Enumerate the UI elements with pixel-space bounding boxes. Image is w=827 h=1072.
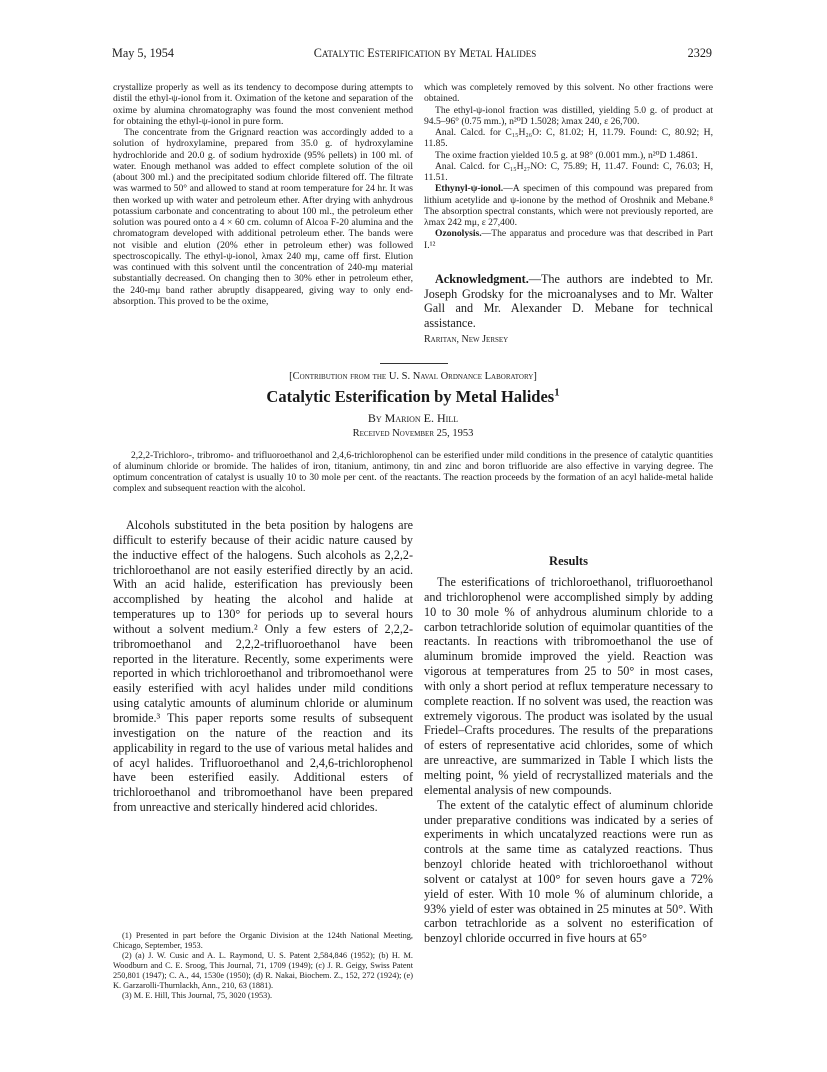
prev-right-p5: Anal. Calcd. for C₁₅H₂₇NO: C, 75.89; H, 11.47. Found: C, 76.03; H, 11.51. [424,160,713,183]
running-title: Catalytic Esterification by Metal Halides [313,46,537,60]
separator-rule [380,363,448,364]
intro-paragraph: Alcohols substituted in the beta position by halogens are difficult to esterify because of their acidic nature caused by the inductive effect of the halogens. Such alcohols as 2,2,2-trichloroethanol are not easily esterified directly by an acid. With an acid halide, esterification has previously been accomplished by heating the alcohol and halide at temperatures up to 130° for periods up to several hours without a solvent medium.² Only a few esters of 2,2,2-tribromoethanol and 2,2,2-trifluoroethanol have been reported in the literature. Recently, some experiments were reported in which trichloroethanol and tribromoethanol were easily esterified with acyl halides under mild conditions using catalytic amounts of aluminum chloride or aluminum bromide.³ This paper reports some results of subsequent investigation on the nature of the reaction and its applicability in regard to the use of various metal halides and of acyl halides. Trifluoroethanol and 2,4,6-trichlorophenol have been esterified easily. Additional esters of trichloroethanol and tribromoethanol have been prepared from unreactive and sterically hindered acid chlorides. [113,518,413,815]
prev-article-right-column [424,82,713,251]
ozonolysis-text: —The apparatus and procedure was that described in Part I.¹² [424,228,713,251]
footnote-1: (1) Presented in part before the Organic Division at the 124th National Meeting, Chicago, September, 1953. [113,931,413,950]
acknowledgment [424,272,713,330]
abstract: 2,2,2-Trichloro-, tribromo- and trifluoroethanol and 2,4,6-trichlorophenol can be esterified under mild conditions in the presence of catalytic quantities of aluminum chloride or bromide. The halides of iron, titanium, antimony, tin and zinc and boron trifluoride are also effective in varying degree. The optimum concentration of catalyst is usually 10 to 30 mole per cent. of the reactants. The reaction proceeds by the formation of an acyl halide-metal halide complex and subsequent reaction with the alcohol. [113,451,713,494]
prev-right-p1: which was completely removed by this solvent. No other fractions were obtained. [424,82,713,105]
article-title [113,387,713,407]
prev-left-paragraph-1: crystallize properly as well as its tendency to decompose during attempts to distil the ethyl-ψ-ionol from it. Oximation of the ketone and separation of the oxime by alumina chromatography was found the most convenient method for obtaining the ethyl-ψ-ionol in pure form. [113,82,413,127]
results-paragraph-1: The esterifications of trichloroethanol, trifluoroethanol and trichlorophenol were accomplished simply by adding 10 to 30 mole % of anhydrous aluminum chloride to a carbon tetrachloride solution of equimolar quantities of the reactants. In reactions with tribromoethanol the use of aluminum bromide improved the yield. Reaction was vigorous at temperatures from 25 to 50° in most cases, with only a short period at reflux temperature necessary to complete reaction. If no solvent was used, the reaction was extremely vigorous. The product was isolated by the usual Friedel–Crafts procedures. The results of the preparations of esters of representative acid chlorides, some of which are unreactive, are summarized in Table I which lists the melting point, % yield of recrystallized materials and the elemental analysis of new compounds. [424,575,713,797]
footnotes [113,931,413,1001]
contribution-line: [Contribution from the U. S. Naval Ordnance Laboratory] [289,371,537,382]
ack-text: —The authors are indebted to Mr. Joseph Grodsky for the microanalyses and to Mr. Walter Gall and Mr. Alexander D. Mebane for technical assistance. [424,272,713,330]
ethynyl-heading: Ethynyl-ψ-ionol. [435,183,504,195]
introduction [113,518,413,815]
header-date: May 5, 1954 [112,46,174,60]
ack-heading: Acknowledgment. [435,272,529,286]
received-line: Received November 25, 1953 [352,428,474,439]
location: Raritan, New Jersey [424,334,509,345]
prev-article-left-column [113,82,413,307]
author-line: By Marion E. Hill [367,411,459,425]
ozonolysis-heading: Ozonolysis. [435,228,482,240]
analysis-1: Anal. Calcd. for C₁₅H₂₆O: C, 81.02; H, 11.79. Found: C, 80.92; H, 11.85. [424,127,713,150]
prev-right-p7 [424,228,713,251]
prev-right-p3 [424,127,713,150]
footnote-2: (2) (a) J. W. Cusic and A. L. Raymond, U. S. Patent 2,584,846 (1952); (b) H. M. Woodburn and C. E. Sroog, This Journal, 71, 1709 (1949); (c) J. R. Geigy, Swiss Patent 250,801 (1947); C. A., 44, 1530e (1950); (d) R. Nakai, Biochem. Z., 152, 272 (1924); (e) K. Garzarolli-Thurnlackh, Ann., 210, 63 (1881). [113,951,413,990]
results-heading: Results [549,554,588,568]
title-footnote-ref: 1 [554,386,560,399]
prev-right-p4: The oxime fraction yielded 10.5 g. at 98° (0.001 mm.), n²⁰D 1.4861. [435,149,698,161]
prev-right-p6 [424,183,713,228]
page-number: 2329 [687,46,712,60]
prev-right-p2: The ethyl-ψ-ionol fraction was distilled, yielding 5.0 g. of product at 94.5–96° (0.75 mm.), n²⁰D 1.5028; λmax 240, ε 26,700. [424,104,713,127]
article-title-text: Catalytic Esterification by Metal Halides [266,387,555,406]
footnote-3: (3) M. E. Hill, This Journal, 75, 3020 (1953). [122,991,273,1000]
results-section [424,575,713,946]
prev-left-paragraph-2: The concentrate from the Grignard reaction was accordingly added to a solution of hydroxylamine, prepared from 35.0 g. of hydroxylamine hydrochloride and 20.0 g. of sodium hydroxide (95% pellets) in 100 ml. of water. Enough methanol was added to effect complete solution of the oil (about 300 ml.) and the precipitated sodium chloride filtered off. The filtrate was warmed to 50° and allowed to stand at room temperature for 24 hr. It was then worked up with water and petroleum ether. After drying with anhydrous potassium carbonate and concentrating to about 100 ml., the petroleum ether solution was poured onto a 4 × 60 cm. column of Alcoa F-20 alumina and the chromatogram developed with additional petroleum ether. The bands were not visible and elution (20% ether in petroleum ether) was followed spectroscopically. The ethyl-ψ-ionol, λmax 240 mμ, came off first. Elution was continued with this solvent until the concentration of 240-mμ material substantially decreased. On changing then to 30% ether in petroleum ether, the 240-mμ band rather abruptly disappeared, giving way to only end-absorption. This proved to be the oxime, [113,127,413,307]
ethynyl-text: —A specimen of this compound was prepared from lithium acetylide and ψ-ionone by the method of Oroshnik and Mebane.⁸ The absorption spectral constants, which were not previously reported, are λmax 242 mμ, ε 27,400. [424,183,713,228]
results-paragraph-2: The extent of the catalytic effect of aluminum chloride under preparative conditions was indicated by a series of experiments in which uncatalyzed reactions were run as controls at the same time as catalyzed reactions. Thus benzoyl chloride heated with trichloroethanol without solvent or catalyst at 100° for seven hours gave a 72% yield of ester. With 10 mole % of aluminum chloride, a 93% yield of ester was obtained in 25 minutes at 50°. With carbon tetrachloride as a solvent no esterification of benzoyl chloride occurred in five hours at 65° [424,797,713,946]
